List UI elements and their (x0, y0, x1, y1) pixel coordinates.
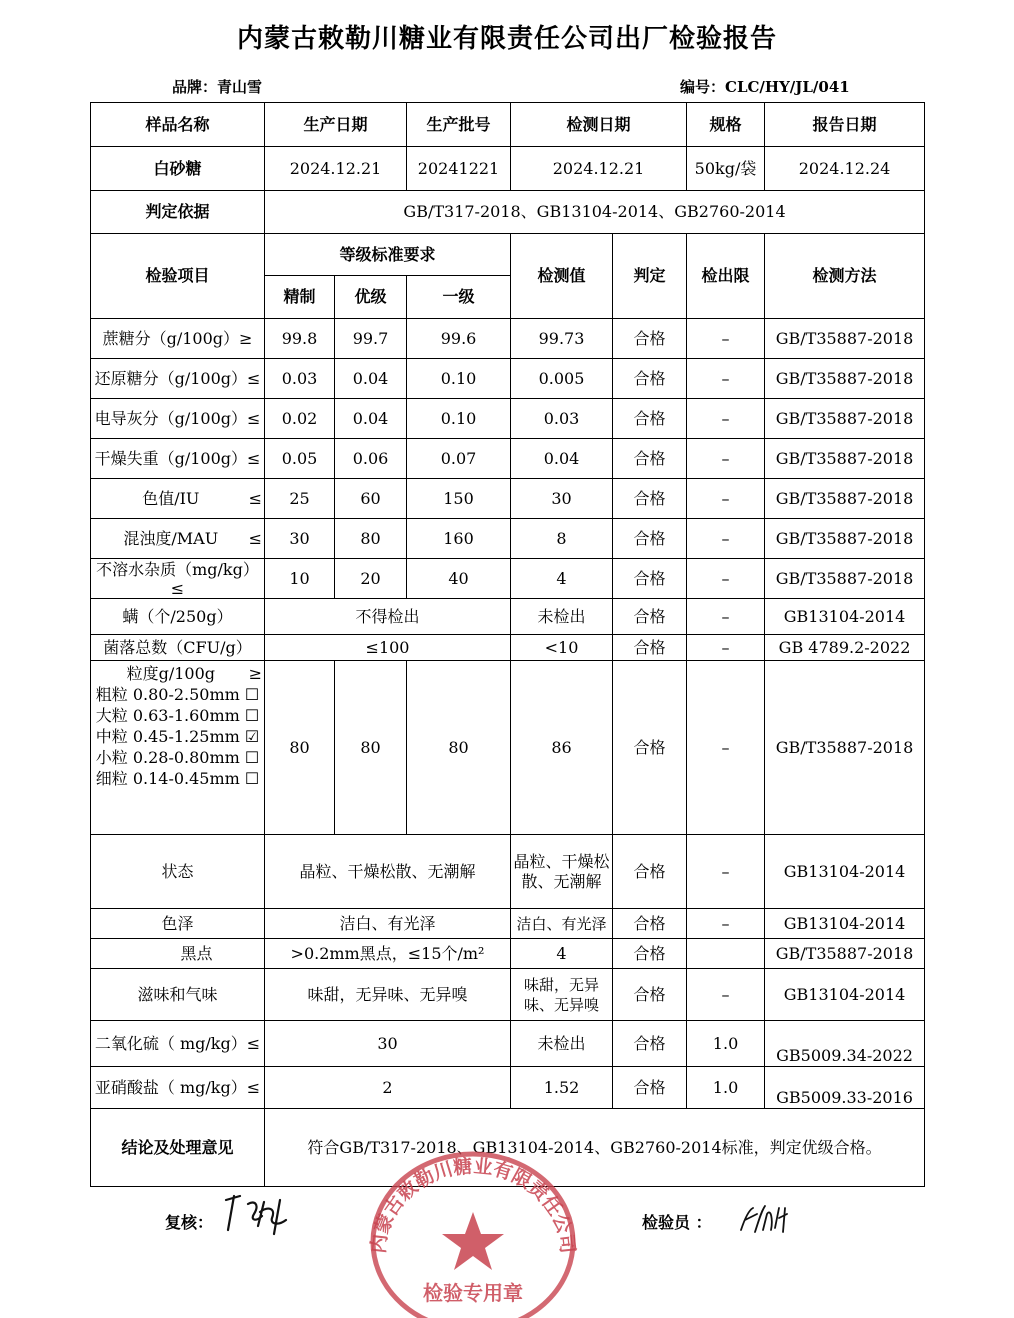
limit-value: – (687, 661, 765, 835)
limit-value: – (687, 479, 765, 519)
method-value: GB5009.33-2016 (765, 1067, 925, 1109)
requirement-value: 洁白、有光泽 (265, 909, 511, 939)
col-refined: 精制 (265, 276, 335, 319)
table-row (91, 439, 925, 479)
judge-value: 合格 (613, 399, 687, 439)
refined-value: 0.05 (265, 439, 335, 479)
refined-value: 0.03 (265, 359, 335, 399)
measured-value: 未检出 (511, 599, 613, 635)
measured-value: 未检出 (511, 1021, 613, 1067)
first-value: 99.6 (407, 319, 511, 359)
first-value: 0.07 (407, 439, 511, 479)
item-turbidity (91, 519, 265, 559)
limit-value: – (687, 969, 765, 1021)
col-first: 一级 (407, 276, 511, 319)
ge-symbol: ≥ (248, 664, 262, 683)
measured-value: <10 (511, 635, 613, 661)
method-value: GB/T35887-2018 (765, 559, 925, 599)
judge-value: 合格 (613, 969, 687, 1021)
method-value: GB13104-2014 (765, 909, 925, 939)
judge-value: 合格 (613, 1021, 687, 1067)
table-row (91, 399, 925, 439)
method-value: GB13104-2014 (765, 599, 925, 635)
excellent-value: 80 (335, 661, 407, 835)
info-row (91, 147, 925, 191)
item-conductivity-ash: 电导灰分（g/100g）≤ (91, 399, 265, 439)
judge-value: 合格 (613, 479, 687, 519)
limit-value: – (687, 519, 765, 559)
hdr-test-date: 检测日期 (511, 103, 687, 147)
measured-value: 86 (511, 661, 613, 835)
method-value: GB/T35887-2018 (765, 399, 925, 439)
star-icon (442, 1212, 504, 1270)
inspector-label: 检验员 ： (642, 1213, 712, 1232)
limit-value: – (687, 319, 765, 359)
item-drying-loss: 干燥失重（g/100g）≤ (91, 439, 265, 479)
spec: 50kg/袋 (687, 147, 765, 191)
hdr-report-date: 报告日期 (765, 103, 925, 147)
reviewer-signature (220, 1190, 300, 1240)
col-grade-req: 等级标准要求 (265, 234, 511, 276)
refined-value: 10 (265, 559, 335, 599)
measured-value: 8 (511, 519, 613, 559)
table-row (91, 559, 925, 599)
method-value: GB/T35887-2018 (765, 939, 925, 969)
batch: 20241221 (407, 147, 511, 191)
item-mites: 螨（个/250g） (91, 599, 265, 635)
conclusion-text: 符合GB/T317-2018、GB13104-2014、GB2760-2014标准，判定优级合格。 (265, 1109, 925, 1187)
measured-value: 晶粒、干燥松散、无潮解 (511, 835, 613, 909)
col-header-row-1 (91, 234, 925, 276)
measured-value: 99.73 (511, 319, 613, 359)
basis-value: GB/T317-2018、GB13104-2014、GB2760-2014 (265, 191, 925, 234)
limit-value: – (687, 635, 765, 661)
hdr-spec: 规格 (687, 103, 765, 147)
basis-label: 判定依据 (91, 191, 265, 234)
measured-value: 洁白、有光泽 (511, 909, 613, 939)
requirement-value: 2 (265, 1067, 511, 1109)
method-value: GB/T35887-2018 (765, 661, 925, 835)
refined-value: 0.02 (265, 399, 335, 439)
judge-value: 合格 (613, 559, 687, 599)
refined-value: 25 (265, 479, 335, 519)
refined-value: 80 (265, 661, 335, 835)
item-luster: 色泽 (91, 909, 265, 939)
report-title: 内蒙古敕勒川糖业有限责任公司出厂检验报告 (236, 24, 777, 54)
requirement-value: 30 (265, 1021, 511, 1067)
judge-value: 合格 (613, 359, 687, 399)
measured-value: 4 (511, 559, 613, 599)
item-taste: 滋味和气味 (91, 969, 265, 1021)
table-row (91, 909, 925, 939)
judge-value: 合格 (613, 519, 687, 559)
item-label: 色值/IU (142, 488, 200, 508)
limit-value: – (687, 559, 765, 599)
report-table (90, 102, 925, 1187)
method-value: GB13104-2014 (765, 969, 925, 1021)
judge-value: 合格 (613, 909, 687, 939)
limit-value: – (687, 835, 765, 909)
table-row (91, 1067, 925, 1109)
judge-value: 合格 (613, 599, 687, 635)
limit-value: 1.0 (687, 1021, 765, 1067)
stamp-bottom-text: 检验专用章 (423, 1281, 523, 1305)
table-row (91, 599, 925, 635)
measured-value: 1.52 (511, 1067, 613, 1109)
test-date: 2024.12.21 (511, 147, 687, 191)
excellent-value: 20 (335, 559, 407, 599)
prod-date: 2024.12.21 (265, 147, 407, 191)
first-value: 150 (407, 479, 511, 519)
method-value: GB/T35887-2018 (765, 519, 925, 559)
table-row (91, 519, 925, 559)
reviewer-label: 复核： (165, 1213, 214, 1232)
excellent-value: 0.06 (335, 439, 407, 479)
col-judge: 判定 (613, 234, 687, 319)
requirement-value: 晶粒、干燥松散、无潮解 (265, 835, 511, 909)
requirement-value: >0.2mm黑点，≤15个/m² (265, 939, 511, 969)
inspector-signature (735, 1200, 795, 1240)
item-reducing-sugar: 还原糖分（g/100g）≤ (91, 359, 265, 399)
method-value: GB/T35887-2018 (765, 479, 925, 519)
item-colony-count: 菌落总数（CFU/g） (91, 635, 265, 661)
judge-value: 合格 (613, 319, 687, 359)
table-row (91, 661, 925, 835)
method-value: GB 4789.2-2022 (765, 635, 925, 661)
method-value: GB/T35887-2018 (765, 359, 925, 399)
measured-value: 味甜，无异味、无异嗅 (511, 969, 613, 1021)
method-value: GB13104-2014 (765, 835, 925, 909)
measured-value: 30 (511, 479, 613, 519)
measured-value: 0.005 (511, 359, 613, 399)
table-row (91, 479, 925, 519)
item-insoluble-impurity: 不溶水杂质（mg/kg）≤ (91, 559, 265, 599)
item-sucrose: 蔗糖分（g/100g）≥ (91, 319, 265, 359)
limit-value: – (687, 909, 765, 939)
judge-value: 合格 (613, 439, 687, 479)
requirement-value: ≤100 (265, 635, 511, 661)
limit-value: – (687, 439, 765, 479)
item-state: 状态 (91, 835, 265, 909)
measured-value: 0.03 (511, 399, 613, 439)
method-value: GB/T35887-2018 (765, 319, 925, 359)
le-symbol: ≤ (248, 528, 262, 548)
report-date: 2024.12.24 (765, 147, 925, 191)
le-symbol: ≤ (248, 488, 262, 508)
limit-value: 1.0 (687, 1067, 765, 1109)
first-value: 0.10 (407, 399, 511, 439)
method-value: GB5009.34-2022 (765, 1021, 925, 1067)
col-item: 检验项目 (91, 234, 265, 319)
first-value: 80 (407, 661, 511, 835)
report-code: 编号：CLC/HY/JL/041 (680, 78, 850, 96)
excellent-value: 0.04 (335, 399, 407, 439)
item-color-value (91, 479, 265, 519)
conclusion-label: 结论及处理意见 (91, 1109, 265, 1187)
refined-value: 30 (265, 519, 335, 559)
excellent-value: 60 (335, 479, 407, 519)
requirement-value: 不得检出 (265, 599, 511, 635)
refined-value: 99.8 (265, 319, 335, 359)
limit-value (687, 939, 765, 969)
first-value: 160 (407, 519, 511, 559)
table-row (91, 319, 925, 359)
hdr-batch: 生产批号 (407, 103, 511, 147)
first-value: 40 (407, 559, 511, 599)
col-method: 检测方法 (765, 234, 925, 319)
table-row (91, 359, 925, 399)
judge-value: 合格 (613, 661, 687, 835)
measured-value: 4 (511, 939, 613, 969)
item-granularity (91, 661, 265, 835)
table-row (91, 835, 925, 909)
table-row (91, 635, 925, 661)
item-black-spot: 黑点 (91, 939, 265, 969)
col-limit: 检出限 (687, 234, 765, 319)
table-row (91, 1021, 925, 1067)
judge-value: 合格 (613, 939, 687, 969)
excellent-value: 0.04 (335, 359, 407, 399)
excellent-value: 99.7 (335, 319, 407, 359)
requirement-value: 味甜，无异味、无异嗅 (265, 969, 511, 1021)
basis-row (91, 191, 925, 234)
judge-value: 合格 (613, 835, 687, 909)
method-value: GB/T35887-2018 (765, 439, 925, 479)
judge-value: 合格 (613, 635, 687, 661)
limit-value: – (687, 399, 765, 439)
header-row (91, 103, 925, 147)
company-stamp (362, 1150, 584, 1318)
limit-value: – (687, 359, 765, 399)
table-row (91, 939, 925, 969)
brand-label: 品牌：青山雪 (172, 78, 263, 96)
item-label: 混浊度/MAU (123, 528, 219, 548)
measured-value: 0.04 (511, 439, 613, 479)
item-nitrite: 亚硝酸盐（ mg/kg）≤ (91, 1067, 265, 1109)
granule-title: 粒度g/100g (126, 664, 215, 683)
judge-value: 合格 (613, 1067, 687, 1109)
table-row (91, 969, 925, 1021)
hdr-sample-name: 样品名称 (91, 103, 265, 147)
granule-options: 粗粒 0.80-2.50mm ☐ 大粒 0.63-1.60mm ☐ 中粒 0.45-1.25mm ☑ 小粒 0.28-0.80mm ☐ 细粒 0.14-0.45mm ☐ (95, 685, 260, 788)
excellent-value: 80 (335, 519, 407, 559)
col-measured: 检测值 (511, 234, 613, 319)
first-value: 0.10 (407, 359, 511, 399)
limit-value: – (687, 599, 765, 635)
item-sulfur-dioxide: 二氧化硫（ mg/kg）≤ (91, 1021, 265, 1067)
col-excellent: 优级 (335, 276, 407, 319)
sample-name: 白砂糖 (91, 147, 265, 191)
hdr-prod-date: 生产日期 (265, 103, 407, 147)
stamp-ring-text: 内蒙古敕勒川糖业有限责任公司 (367, 1155, 579, 1255)
